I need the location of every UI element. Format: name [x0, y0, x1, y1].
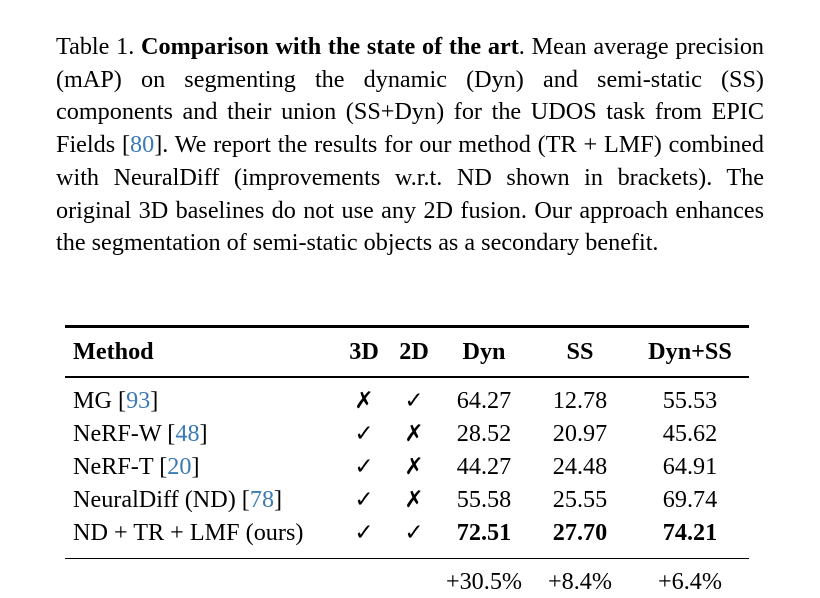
method-name: NeRF-W [: [73, 420, 176, 447]
row-method: [65, 387, 339, 415]
header-2d: 2D: [399, 338, 429, 365]
table-row-ours: [65, 517, 749, 550]
table-caption: [56, 31, 764, 260]
value-ss: 27.70: [552, 519, 608, 546]
value-dynss: 64.91: [662, 453, 718, 480]
value-ss: 20.97: [552, 420, 608, 447]
table-row: [65, 451, 749, 484]
method-name: NeRF-T [: [73, 453, 168, 480]
value-dyn: 44.27: [456, 453, 512, 480]
value-dyn: 55.58: [456, 486, 512, 513]
row-method: [65, 486, 339, 514]
cross-icon: ✗: [404, 487, 424, 513]
check-icon: ✓: [354, 421, 374, 447]
cross-icon: ✗: [404, 454, 424, 480]
header-dynss: Dyn+SS: [648, 338, 732, 365]
value-ss: 12.78: [552, 387, 608, 414]
method-name: NeuralDiff (ND) [: [73, 486, 250, 513]
value-dyn: 72.51: [456, 519, 512, 546]
method-citation-link[interactable]: 20: [167, 453, 192, 480]
table-row: [65, 418, 749, 451]
improvement-dyn: +30.5%: [445, 567, 523, 595]
method-citation-link[interactable]: 48: [175, 420, 200, 447]
caption-text-2: ]. We report the results for our method (TR + LMF) combined with NeuralDiff (improvements w.r.t. ND shown in brackets). The original 3D baselines do not use any 2D fusion. Our approach enhances the segmentation of semi-static objects as a secondary benefit.: [56, 131, 764, 257]
value-dynss: 74.21: [662, 519, 718, 546]
row-method: [65, 420, 339, 448]
table-header-row: [65, 328, 749, 376]
improvement-dynss: +6.4%: [657, 567, 723, 595]
row-method: ND + TR + LMF (ours): [73, 519, 304, 546]
caption-text-1: . Mean average precision (mAP) on segmenting the dynamic (Dyn) and semi-static (SS) components and their union (SS+Dyn) for the UDOS task from EPIC Fields [: [56, 33, 765, 159]
table-body: [65, 378, 749, 558]
improvement-row: [65, 559, 749, 598]
check-icon: ✓: [354, 520, 374, 546]
value-ss: 25.55: [552, 486, 608, 513]
table-row: [65, 385, 749, 418]
cross-icon: ✗: [404, 421, 424, 447]
value-dynss: 55.53: [662, 387, 718, 414]
method-citation-link[interactable]: 78: [249, 486, 275, 513]
value-dynss: 45.62: [662, 420, 718, 447]
method-bracket: ]: [274, 486, 283, 513]
check-icon: ✓: [354, 454, 374, 480]
check-icon: ✓: [354, 487, 374, 513]
check-icon: ✓: [404, 520, 424, 546]
header-3d: 3D: [349, 338, 379, 365]
header-ss: SS: [566, 338, 594, 365]
cross-icon: ✗: [354, 388, 374, 414]
method-bracket: ]: [191, 453, 200, 480]
value-dyn: 64.27: [456, 387, 512, 414]
value-dynss: 69.74: [662, 486, 718, 513]
method-bracket: ]: [150, 387, 159, 414]
method-citation-link[interactable]: 93: [126, 387, 151, 414]
caption-label: Table 1.: [56, 33, 135, 60]
row-method: [65, 453, 339, 481]
caption-title: Comparison with the state of the art: [141, 33, 519, 60]
value-ss: 24.48: [552, 453, 608, 480]
header-method: Method: [73, 338, 154, 365]
method-bracket: ]: [199, 420, 208, 447]
results-table: [65, 325, 749, 598]
value-dyn: 28.52: [456, 420, 512, 447]
check-icon: ✓: [404, 388, 424, 414]
method-name: MG [: [73, 387, 127, 414]
header-dyn: Dyn: [462, 338, 506, 365]
table-row: [65, 484, 749, 517]
caption-citation-link[interactable]: 80: [130, 131, 155, 159]
improvement-ss: +8.4%: [547, 567, 613, 595]
